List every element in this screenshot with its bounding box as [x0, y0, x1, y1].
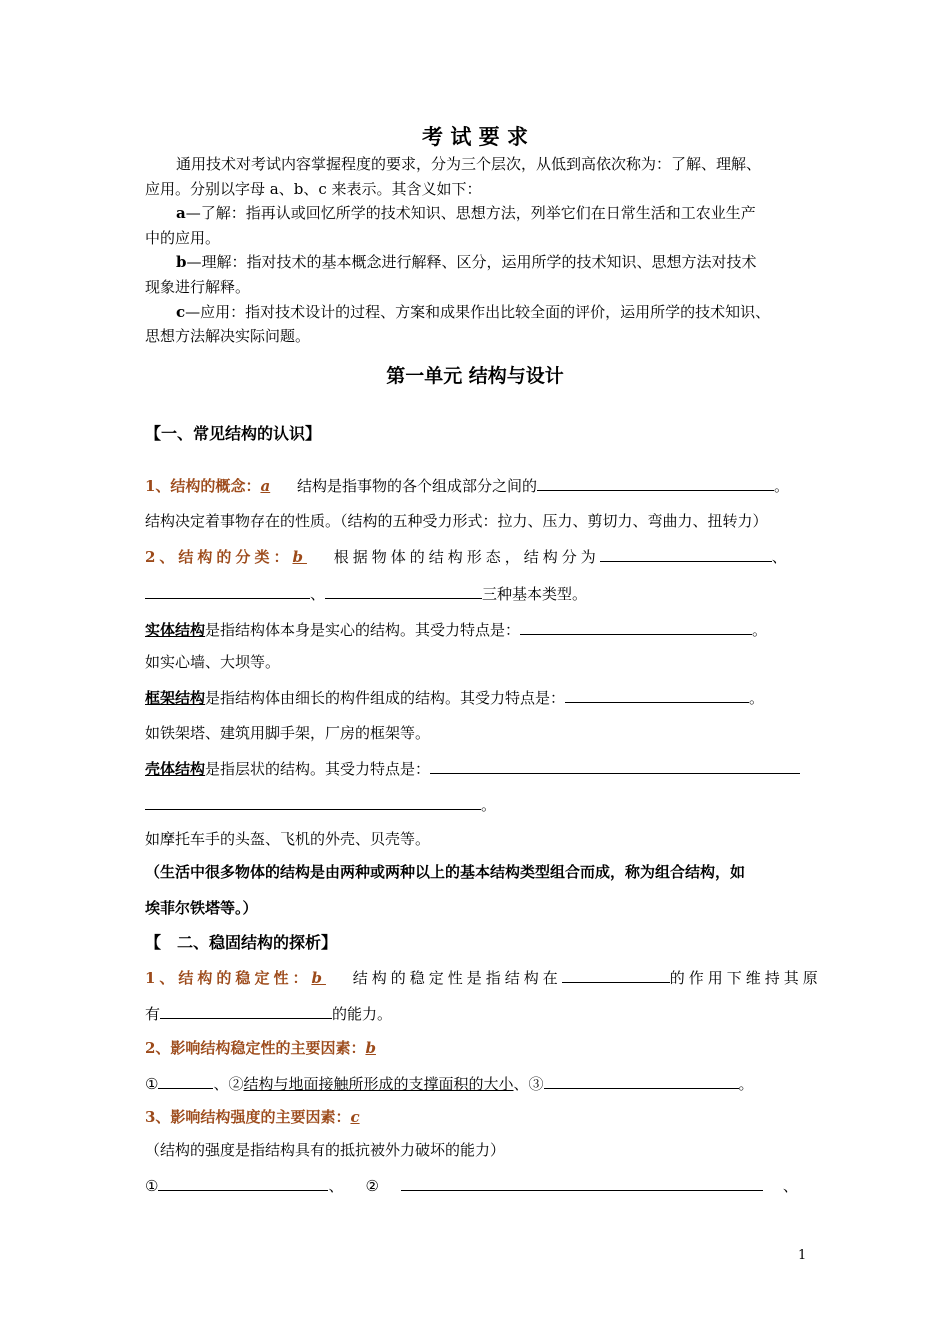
s1-item2	[145, 546, 817, 567]
s2-item1-text: 结构的稳定性是指结构在	[352, 969, 562, 987]
shell-blank-2[interactable]	[145, 794, 481, 810]
exam-intro-line-2: 应用。分别以字母 a、b、c 来表示。其含义如下：	[145, 180, 482, 198]
shell-end: 。	[481, 796, 497, 814]
frame-text: 是指结构体由细长的构件组成的结构。其受力特点是：	[205, 689, 566, 707]
s1-item1	[145, 475, 817, 496]
s1-item1-level: a	[260, 477, 271, 495]
s1-item2-label: 2、结构的分类：	[145, 548, 293, 566]
s2-item1	[145, 967, 822, 988]
level-c-text: —应用：指对技术设计的过程、方案和成果作出比较全面的评价，运用所学的技术知识、	[185, 303, 771, 321]
level-a-line-1	[145, 203, 817, 223]
solid-term: 实体结构	[145, 621, 206, 639]
s2-item1-label: 1、结构的稳定性：	[145, 969, 312, 987]
s2-item3-sep1: 、	[328, 1177, 344, 1195]
s2-item2-factor: 结构与地面接触所形成的支撑面积的大小	[243, 1075, 514, 1093]
s2-item2-c3: 、③	[513, 1075, 544, 1093]
shell-blank-1[interactable]	[430, 758, 800, 774]
intro-text-1: 通用技术对考试内容掌握程度的要求，分为三个层次，从低到高依次称为：了解、理解、	[176, 155, 762, 173]
s1-item2-level: b	[292, 548, 307, 566]
s1-item2-blank-3[interactable]	[325, 583, 482, 599]
s2-item2-end: 。	[738, 1075, 754, 1093]
level-b-text: —理解：指对技术的基本概念进行解释、区分，运用所学的技术知识、思想方法对技术	[186, 253, 757, 271]
s2-item1-blank-2[interactable]	[160, 1003, 332, 1019]
solid-end: 。	[752, 621, 768, 639]
frame-blank[interactable]	[565, 687, 749, 703]
s2-item3-level: c	[350, 1108, 360, 1126]
solid-example: 如实心墙、大坝等。	[145, 653, 281, 671]
shell-line-2	[145, 794, 817, 815]
level-a-line-2: 中的应用。	[145, 229, 221, 247]
s2-item1-line-2	[145, 1003, 817, 1024]
level-a-text: —了解：指再认或回忆所学的技术知识、思想方法，列举它们在日常生活和工农业生产	[185, 204, 756, 222]
shell-text: 是指层状的结构。其受力特点是：	[205, 760, 431, 778]
s2-item2-c1: ①	[145, 1075, 159, 1093]
s2-item2-line-2	[145, 1073, 817, 1094]
page-number: 1	[798, 1248, 807, 1263]
s2-item3-label: 3、影响结构强度的主要因素：	[145, 1108, 351, 1126]
level-b-key: b	[176, 253, 187, 271]
unit-title: 第一单元 结构与设计	[386, 365, 564, 387]
shell-term: 壳体结构	[145, 760, 206, 778]
s1-item2-sep: 、	[771, 548, 791, 566]
s1-item1-note: 结构决定着事物存在的性质。（结构的五种受力形式：拉力、压力、剪切力、弯曲力、扭转力）	[145, 512, 768, 530]
s2-item3-line	[145, 1175, 817, 1196]
section2-header: 【 二、稳固结构的探析】	[145, 933, 338, 952]
s2-item3-c1: ①	[145, 1177, 159, 1195]
frame-structure-line	[145, 687, 817, 708]
s2-item1-end: 的能力。	[332, 1005, 393, 1023]
solid-text: 是指结构体本身是实心的结构。其受力特点是：	[205, 621, 521, 639]
s2-item1-line2-start: 有	[145, 1005, 161, 1023]
combo-note-line-2: 埃菲尔铁塔等。）	[145, 899, 258, 917]
s2-item2-blank-1[interactable]	[158, 1073, 213, 1089]
s1-item1-blank[interactable]	[537, 475, 774, 491]
level-c-line-2: 思想方法解决实际问题。	[145, 327, 311, 345]
exam-intro-line-1	[145, 154, 817, 174]
s2-item1-level: b	[311, 969, 326, 987]
s2-item2-blank-2[interactable]	[544, 1073, 739, 1089]
level-b-line-1	[145, 252, 817, 272]
frame-example: 如铁架塔、建筑用脚手架，厂房的框架等。	[145, 724, 431, 742]
s1-item1-end: 。	[773, 477, 789, 495]
s2-item2-level: b	[365, 1039, 376, 1057]
shell-example: 如摩托车手的头盔、飞机的外壳、贝壳等。	[145, 830, 431, 848]
level-b-line-2: 现象进行解释。	[145, 278, 251, 296]
solid-blank[interactable]	[520, 619, 752, 635]
s2-item3-blank-2[interactable]	[401, 1175, 763, 1191]
section1-header: 【一、常见结构的认识】	[145, 424, 322, 443]
level-a-key: a	[176, 204, 186, 222]
frame-end: 。	[749, 689, 765, 707]
solid-structure-line	[145, 619, 817, 640]
s1-item2-text: 根据物体的结构形态，结构分为	[333, 548, 600, 566]
s1-item2-line-2	[145, 583, 817, 604]
s2-item3-note: （结构的强度是指结构具有的抵抗被外力破坏的能力）	[145, 1141, 506, 1159]
level-c-line-1	[145, 302, 817, 322]
s2-item1-mid: 的作用下维持其原	[669, 969, 822, 987]
s1-item2-blank-1[interactable]	[600, 546, 772, 562]
s2-item3	[145, 1107, 817, 1127]
s1-item2-end: 三种基本类型。	[482, 585, 588, 603]
combo-note-line-1: （生活中很多物体的结构是由两种或两种以上的基本结构类型组合而成，称为组合结构，如	[145, 863, 746, 881]
s2-item2-c2: 、②	[213, 1075, 244, 1093]
frame-term: 框架结构	[145, 689, 206, 707]
s2-item3-c2: ②	[365, 1177, 379, 1195]
s2-item3-sep2: 、	[782, 1177, 798, 1195]
s2-item2	[145, 1038, 817, 1058]
s1-item1-text: 结构是指事物的各个组成部分之间的	[296, 477, 537, 495]
shell-structure-line	[145, 758, 817, 779]
s2-item1-blank-1[interactable]	[562, 967, 670, 983]
s1-item2-blank-2[interactable]	[145, 583, 310, 599]
s1-item2-sep2: 、	[310, 585, 326, 603]
s2-item3-blank-1[interactable]	[158, 1175, 328, 1191]
exam-title: 考 试 要 求	[422, 124, 528, 149]
level-c-key: c	[176, 303, 186, 321]
s1-item1-label: 1、结构的概念：	[145, 477, 261, 495]
s2-item2-label: 2、影响结构稳定性的主要因素：	[145, 1039, 366, 1057]
